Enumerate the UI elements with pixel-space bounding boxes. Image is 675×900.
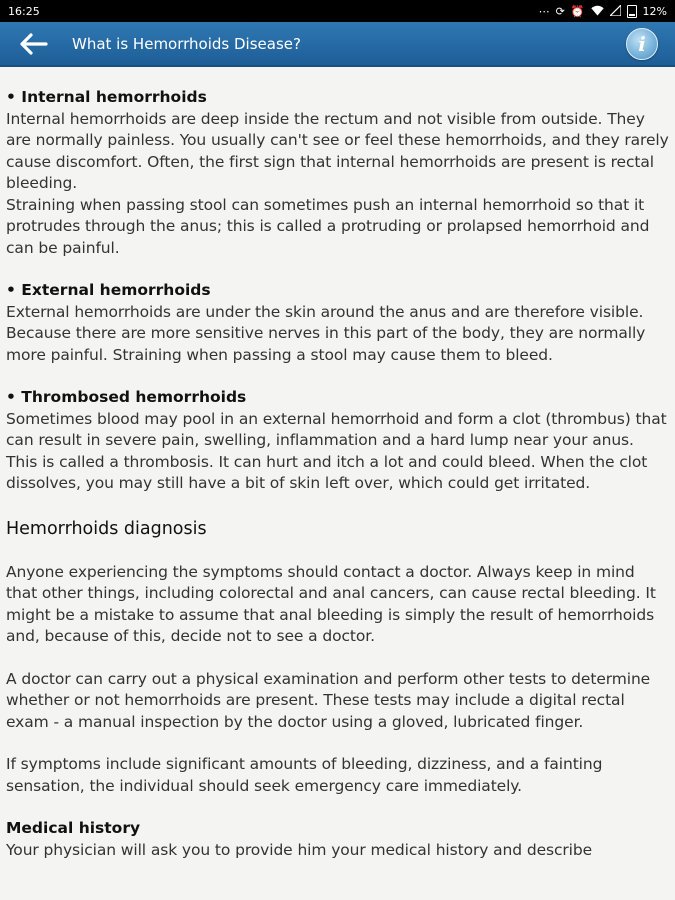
internal-hemorrhoids-paragraph-2: Straining when passing stool can sometimes push an internal hemorrhoid so that it protrudes through the anus; this is called a protruding or prolapsed hemorrhoid and can be painful. [6,195,650,257]
external-hemorrhoids-paragraph: External hemorrhoids are under the skin around the anus and are therefore visible. Because there are more sensitive nerves in this part of the body, they are normally more painful. Straining when passing a stool may cause them to bleed. [6,302,646,364]
notification-dots-icon: ⋯ [538,4,550,18]
status-time: 16:25 [8,4,40,18]
status-bar [0,0,675,22]
article-content [0,69,675,900]
page-title: What is Hemorrhoids Disease? [72,34,301,53]
battery-icon [627,5,637,18]
external-hemorrhoids-title: • External hemorrhoids [6,281,211,299]
wifi-icon [591,5,604,18]
status-icons [539,5,667,18]
internal-hemorrhoids-title: • Internal hemorrhoids [6,88,207,106]
internal-hemorrhoids-paragraph-1: Internal hemorrhoids are deep inside the rectum and not visible from outside. They are normally painless. You usually can't see or feel these hemorrhoids, and they rarely cause discomfort. Often, the first sign that internal hemorrhoids are present is rectal bleeding. [6,109,669,192]
sync-icon: ⟳ [555,4,565,18]
thrombosed-hemorrhoids-title: • Thrombosed hemorrhoids [6,388,247,406]
battery-level: 12% [642,4,667,18]
thrombosed-hemorrhoids-paragraph: Sometimes blood may pool in an external hemorrhoid and form a clot (thrombus) that can result in severe pain, swelling, inflammation and a hard lump near your anus. This is called a thrombosis. It can hurt and itch a lot and could bleed. When the clot dissolves, you may still have a bit of skin left over, which could get irritated. [6,409,667,492]
diagnosis-paragraph-2: A doctor can carry out a physical examination and perform other tests to determine whether or not hemorrhoids are present. These tests may include a digital rectal exam - a manual inspection by the doctor using a gloved, lubricated finger. [6,669,651,731]
back-button[interactable] [0,21,66,66]
diagnosis-paragraph-3: If symptoms include significant amounts of bleeding, dizziness, and a fainting sensation, the individual should seek emergency care immediately. [6,755,603,795]
thrombosed-hemorrhoids-section [6,387,669,495]
diagnosis-heading: Hemorrhoids diagnosis [6,518,207,539]
alarm-icon: ⏰ [570,4,585,18]
diagnosis-paragraph-1: Anyone experiencing the symptoms should contact a doctor. Always keep in mind that other things, including colorectal and anal cancers, can cause rectal bleeding. It might be a mistake to assume that anal bleeding is simply the result of hemorrhoids and, because of this, decide not to see a doctor. [6,562,656,645]
internal-hemorrhoids-section [6,87,669,259]
info-button[interactable]: i [626,28,658,60]
medical-history-paragraph: Your physician will ask you to provide him your medical history and describe [6,840,593,859]
medical-history-title: Medical history [6,819,141,837]
external-hemorrhoids-section [6,280,669,366]
app-bar [0,22,675,67]
no-sim-icon [610,5,621,18]
medical-history-section [6,818,669,861]
back-arrow-icon [18,33,48,55]
